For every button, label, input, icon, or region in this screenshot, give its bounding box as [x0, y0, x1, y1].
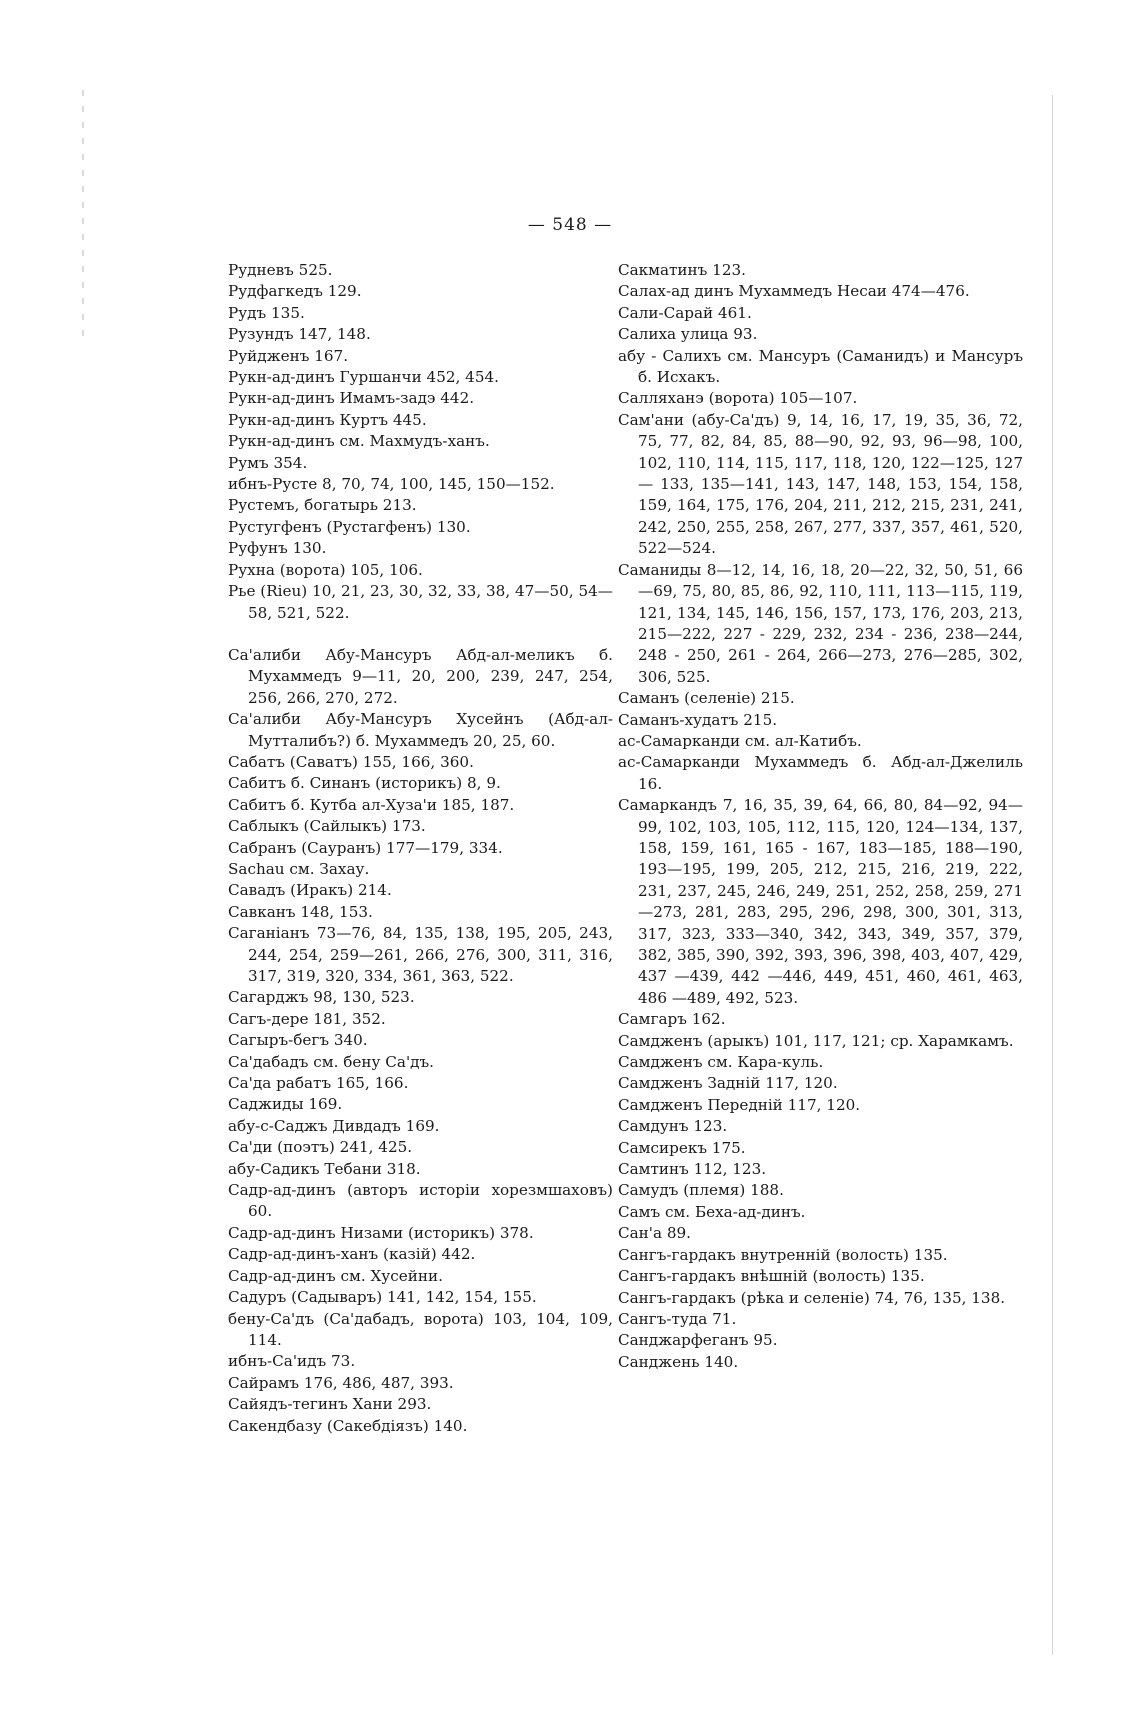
index-entry: Садр-ад-динъ Низами (историкъ) 378. — [228, 1223, 534, 1242]
section-gap — [228, 624, 613, 645]
index-entry: Самаркандъ 7, 16, 35, 39, 64, 66, 80, 84—92, 94—99, 102, 103, 105, 112, 115, 120, 124—134, 137, 158, 159, 161, 165 - 167, 183—185, 188—190, 193—195, 199, 205, 212, 215, 216, 219, 222, 231, 237, 245, 246, 249, 251, 252, 258, 259, 271—273, 281, 283, 295, 296, 298, 300, 301, 313, 317, 323, 333—340, 342, 343, 349, 357, 379, 382, 385, 390, 392, 393, 396, 398, 403, 407, 429, 437 —439, 442 —446, 449, 451, 460, 461, 463, 486 —489, 492, 523. — [618, 796, 1023, 1007]
index-entry: Самгаръ 162. — [618, 1010, 726, 1029]
index-entry: бену-Са'дъ (Са'дабадъ, ворота) 103, 104, 109, 114. — [228, 1309, 613, 1349]
index-entry: Самдунъ 123. — [618, 1117, 728, 1136]
index-entry: Сабитъ б. Кутба ал-Хуза'и 185, 187. — [228, 795, 515, 814]
index-entry: Рустемъ, богатырь 213. — [228, 496, 417, 515]
index-entry: Сайядъ-тегинъ Хани 293. — [228, 1395, 432, 1414]
index-entry: Рудфагкедъ 129. — [228, 282, 362, 301]
index-entry: Савадъ (Иракъ) 214. — [228, 881, 392, 900]
index-entry: Савканъ 148, 153. — [228, 902, 373, 921]
index-column-left — [228, 260, 613, 1437]
index-entry: Сабитъ б. Синанъ (историкъ) 8, 9. — [228, 774, 501, 793]
index-entry: абу - Салихъ см. Мансуръ (Саманидъ) и Мансуръ б. Исхакъ. — [618, 346, 1023, 387]
index-entry: ас-Самарканди см. ал-Катибъ. — [618, 731, 862, 750]
index-entry: Самудъ (племя) 188. — [618, 1181, 784, 1200]
index-entry: Садр-ад-динъ см. Хусейни. — [228, 1266, 443, 1285]
index-entry: Сали-Сарай 461. — [618, 303, 752, 322]
index-entry: Саблыкъ (Сайлыкъ) 173. — [228, 817, 426, 836]
index-entry: Сакендбазу (Сакебдіязъ) 140. — [228, 1416, 468, 1435]
index-entry: Sachau см. Захау. — [228, 859, 370, 878]
index-entry: Салиха улица 93. — [618, 325, 758, 344]
index-entry: Са'алиби Абу-Мансуръ Хусейнъ (Абд-ал-Мутталибъ?) б. Мухаммедъ 20, 25, 60. — [228, 710, 613, 750]
index-entry: Салляханэ (ворота) 105—107. — [618, 389, 858, 408]
index-entry: Рухна (ворота) 105, 106. — [228, 560, 423, 579]
index-entry: Сагъ-дере 181, 352. — [228, 1009, 386, 1028]
index-entry: Сагарджъ 98, 130, 523. — [228, 988, 415, 1007]
page-number: — 548 — — [527, 215, 613, 235]
index-entry: Сангъ-гардакъ внутренній (волость) 135. — [618, 1245, 948, 1264]
index-entry: Са'дабадъ см. бену Са'дъ. — [228, 1052, 434, 1071]
index-column-right — [618, 260, 1023, 1373]
index-entry: Самдженъ Передній 117, 120. — [618, 1095, 861, 1114]
index-entry: Са'алиби Абу-Мансуръ Абд-ал-меликъ б. Мухаммедъ 9—11, 20, 200, 239, 247, 254, 256, 266, 270, 272. — [228, 645, 613, 707]
index-entry: Самсирекъ 175. — [618, 1138, 746, 1157]
index-entry: Сам'ани (абу-Са'дъ) 9, 14, 16, 17, 19, 35, 36, 72, 75, 77, 82, 84, 85, 88—90, 92, 93, 96—98, 100, 102, 110, 114, 115, 117, 118, 120, 122—125, 127 — 133, 135—141, 143, 147, 148, 153, 154, 158, 159, 164, 175, 176, 204, 211, 212, 215, 231, 241, 242, 250, 255, 258, 267, 277, 337, 357, 461, 520, 522—524. — [618, 410, 1023, 558]
index-entry: Самъ см. Беха-ад-динъ. — [618, 1202, 806, 1221]
index-entry: Сагыръ-бегъ 340. — [228, 1031, 368, 1050]
index-entry: Самдженъ (арыкъ) 101, 117, 121; ср. Харамкамъ. — [618, 1031, 1014, 1050]
index-entry: Са'ди (поэтъ) 241, 425. — [228, 1138, 413, 1157]
index-entry: Саджиды 169. — [228, 1095, 343, 1114]
index-entry: Самдженъ Задній 117, 120. — [618, 1074, 838, 1093]
index-entry: Руфунъ 130. — [228, 539, 327, 558]
index-entry: Саманъ-худатъ 215. — [618, 710, 778, 729]
index-entry: Сангъ-гардакъ (рѣка и селеніе) 74, 76, 135, 138. — [618, 1288, 1006, 1307]
index-entry: Садуръ (Садываръ) 141, 142, 154, 155. — [228, 1288, 537, 1307]
index-entry: Са'да рабатъ 165, 166. — [228, 1074, 409, 1093]
index-entry: ибнъ-Са'идъ 73. — [228, 1352, 356, 1371]
index-entry: Сакматинъ 123. — [618, 261, 746, 279]
index-entry: Рустугфенъ (Рустагфенъ) 130. — [228, 517, 471, 536]
index-entry: Санджень 140. — [618, 1352, 739, 1371]
index-entry: Рудневъ 525. — [228, 261, 333, 279]
index-entry: Сангъ-гардакъ внѣшній (волость) 135. — [618, 1267, 925, 1286]
index-entry: абу-с-Саджъ Дивдадъ 169. — [228, 1116, 440, 1135]
index-entry: Саманиды 8—12, 14, 16, 18, 20—22, 32, 50, 51, 66—69, 75, 80, 85, 86, 92, 110, 111, 113—115, 119, 121, 134, 145, 146, 156, 157, 173, 176, 203, 213, 215—222, 227 - 229, 232, 234 - 236, 238—244, 248 - 250, 261 - 264, 266—273, 276—285, 302, 306, 525. — [618, 560, 1023, 686]
index-entry: Саганіанъ 73—76, 84, 135, 138, 195, 205, 243, 244, 254, 259—261, 266, 276, 300, 311, 316, 317, 319, 320, 334, 361, 363, 522. — [228, 924, 613, 985]
index-entry: Рукн-ад-динъ Имамъ-задэ 442. — [228, 389, 475, 408]
index-entry: Сабранъ (Сауранъ) 177—179, 334. — [228, 838, 503, 857]
index-entry: Салах-ад динъ Мухаммедъ Несаи 474—476. — [618, 282, 970, 301]
index-entry: Рудъ 135. — [228, 303, 305, 322]
index-entry: Румъ 354. — [228, 453, 308, 472]
index-entry: абу-Садикъ Тебани 318. — [228, 1159, 421, 1178]
index-entry: Сангъ-туда 71. — [618, 1309, 737, 1328]
binding-edge-line — [1052, 95, 1053, 1655]
index-entry: Санджарфеганъ 95. — [618, 1331, 778, 1350]
index-entry: Рукн-ад-динъ Куртъ 445. — [228, 410, 427, 429]
index-entry: Саманъ (селеніе) 215. — [618, 689, 795, 708]
index-entry: ибнъ-Русте 8, 70, 74, 100, 145, 150—152. — [228, 475, 555, 494]
index-entry: Самтинъ 112, 123. — [618, 1160, 767, 1179]
index-entry: Руйдженъ 167. — [228, 346, 349, 365]
index-entry: Садр-ад-динъ-ханъ (казій) 442. — [228, 1245, 476, 1264]
index-entry: Сабатъ (Саватъ) 155, 166, 360. — [228, 752, 474, 771]
index-entry: Сайрамъ 176, 486, 487, 393. — [228, 1373, 454, 1392]
index-entry: Самдженъ см. Кара-куль. — [618, 1053, 824, 1072]
index-entry: Рукн-ад-динъ см. Махмудъ-ханъ. — [228, 432, 490, 451]
index-entry: ас-Самарканди Мухаммедъ б. Абд-ал-Джелиль 16. — [618, 753, 1023, 793]
index-entry: Рье (Rieu) 10, 21, 23, 30, 32, 33, 38, 47—50, 54—58, 521, 522. — [228, 582, 613, 622]
index-entry: Сан'а 89. — [618, 1224, 692, 1243]
index-entry: Рузундъ 147, 148. — [228, 325, 371, 344]
index-entry: Садр-ад-динъ (авторъ исторіи хорезмшаховъ) 60. — [228, 1181, 613, 1221]
index-entry: Рукн-ад-динъ Гуршанчи 452, 454. — [228, 368, 499, 387]
